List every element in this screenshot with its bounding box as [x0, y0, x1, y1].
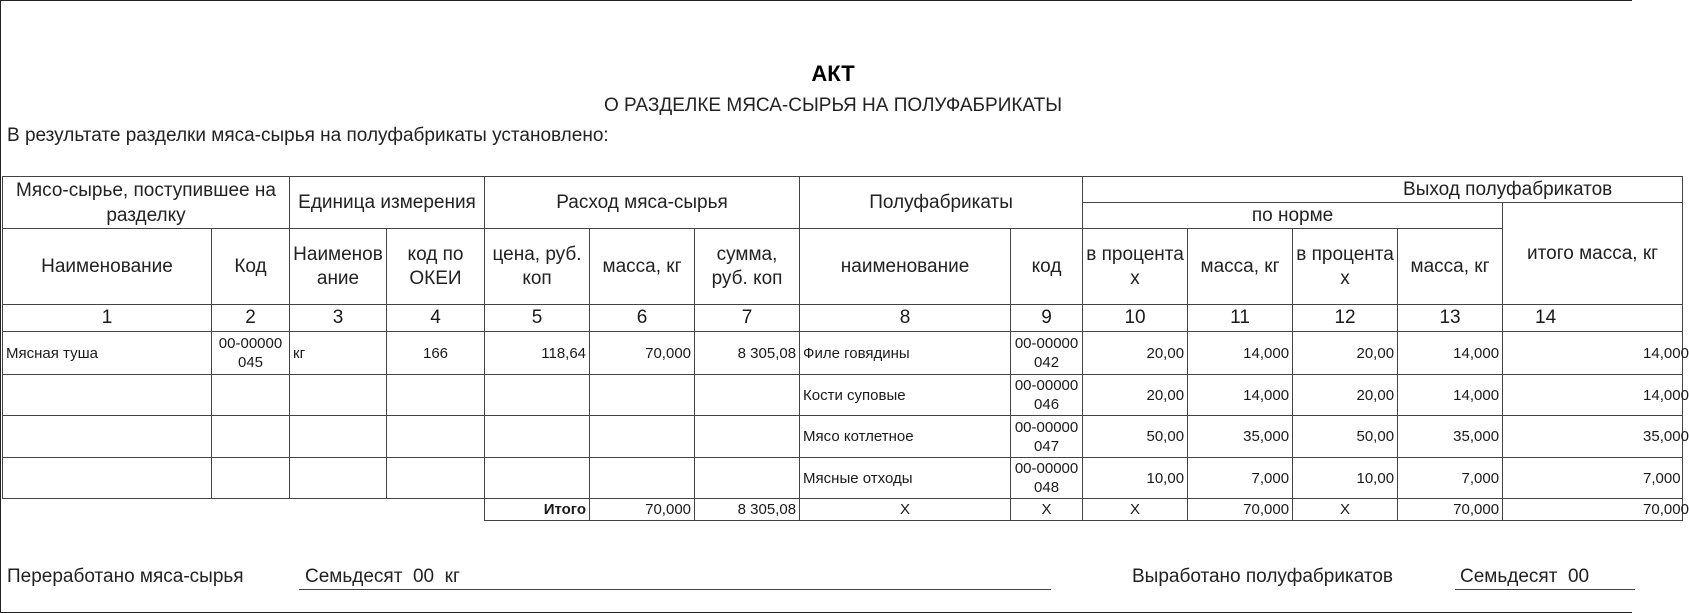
totals-label: Итого	[485, 499, 590, 521]
col-4-header: код по ОКЕИ	[387, 229, 485, 305]
col-number: 11	[1188, 305, 1293, 332]
raw-sum: 8 305,08	[695, 332, 800, 375]
group-consumption: Расход мяса-сырья	[485, 177, 800, 229]
semi-code: 00-00000046	[1011, 375, 1083, 416]
totals-x: X	[1011, 499, 1083, 521]
semi-name: Кости суповые	[800, 375, 1011, 416]
table-row	[3, 458, 1683, 499]
raw-price: 118,64	[485, 332, 590, 375]
semi-code: 00-00000048	[1011, 458, 1083, 499]
totals-x: X	[800, 499, 1011, 521]
norm-mass: 35,000	[1188, 416, 1293, 458]
totals-actual-mass: 70,000	[1398, 499, 1503, 521]
group-unit: Единица измерения	[290, 177, 485, 229]
table-row	[3, 416, 1683, 458]
totals-total-mass: 70,000	[1503, 499, 1683, 521]
header-row-3	[3, 229, 1683, 305]
norm-percent: 10,00	[1083, 458, 1188, 499]
total-mass: 7,000	[1503, 458, 1683, 499]
processed-underline	[299, 588, 1051, 590]
actual-mass: 14,000	[1398, 375, 1503, 416]
col-number: 1	[3, 305, 212, 332]
col-9-header: код	[1011, 229, 1083, 305]
total-mass: 14,000	[1503, 375, 1683, 416]
produced-value: Семьдесят 00	[1460, 566, 1590, 587]
col-6-header: масса, кг	[590, 229, 695, 305]
col-number: 12	[1293, 305, 1398, 332]
col-14-header: итого масса, кг	[1503, 203, 1683, 305]
group-output: Выход полуфабрикатов	[1083, 177, 1683, 203]
document-subtitle: О РАЗДЕЛКЕ МЯСА-СЫРЬЯ НА ПОЛУФАБРИКАТЫ	[603, 95, 1063, 116]
produced-label: Выработано полуфабрикатов	[1132, 566, 1393, 587]
unit-name: кг	[290, 332, 387, 375]
col-number: 8	[800, 305, 1011, 332]
actual-percent: 20,00	[1293, 375, 1398, 416]
group-raw: Мясо-сырье, поступившее на разделку	[3, 177, 290, 229]
col-number: 9	[1011, 305, 1083, 332]
semi-name: Мясные отходы	[800, 458, 1011, 499]
raw-mass: 70,000	[590, 332, 695, 375]
cutting-table	[2, 176, 1689, 521]
table-row	[3, 375, 1683, 416]
col-11-header: масса, кг	[1188, 229, 1293, 305]
total-mass: 35,000	[1503, 416, 1683, 458]
raw-code: 00-00000045	[212, 332, 290, 375]
col-number: 5	[485, 305, 590, 332]
intro-text: В результате разделки мяса-сырья на полуфабрикаты установлено:	[7, 125, 609, 146]
semi-code: 00-00000042	[1011, 332, 1083, 375]
semi-name: Филе говядины	[800, 332, 1011, 375]
actual-mass: 14,000	[1398, 332, 1503, 375]
col-number: 14	[1503, 305, 1683, 332]
document-title: АКТ	[811, 61, 855, 86]
totals-norm-mass: 70,000	[1188, 499, 1293, 521]
col-7-header: сумма, руб. коп	[695, 229, 800, 305]
group-semi: Полуфабрикаты	[800, 177, 1083, 229]
actual-percent: 20,00	[1293, 332, 1398, 375]
group-norm: по норме	[1083, 203, 1503, 229]
processed-label: Переработано мяса-сырья	[7, 566, 244, 587]
col-8-header: наименование	[800, 229, 1011, 305]
norm-mass: 14,000	[1188, 375, 1293, 416]
col-number: 3	[290, 305, 387, 332]
raw-name: Мясная туша	[3, 332, 212, 375]
col-10-header: в процентах	[1083, 229, 1188, 305]
table-row	[3, 332, 1683, 375]
actual-percent: 10,00	[1293, 458, 1398, 499]
actual-mass: 7,000	[1398, 458, 1503, 499]
col-number: 7	[695, 305, 800, 332]
col-number: 10	[1083, 305, 1188, 332]
norm-mass: 14,000	[1188, 332, 1293, 375]
col-5-header: цена, руб. коп	[485, 229, 590, 305]
col-number: 2	[212, 305, 290, 332]
col-number: 4	[387, 305, 485, 332]
semi-code: 00-00000047	[1011, 416, 1083, 458]
column-number-row	[3, 305, 1683, 332]
actual-percent: 50,00	[1293, 416, 1398, 458]
col-12-header: в процентах	[1293, 229, 1398, 305]
produced-underline	[1455, 588, 1635, 590]
norm-percent: 20,00	[1083, 332, 1188, 375]
actual-mass: 35,000	[1398, 416, 1503, 458]
semi-name: Мясо котлетное	[800, 416, 1011, 458]
okei-code: 166	[387, 332, 485, 375]
totals-x: X	[1293, 499, 1398, 521]
col-number: 13	[1398, 305, 1503, 332]
col-13-header: масса, кг	[1398, 229, 1503, 305]
totals-sum: 8 305,08	[695, 499, 800, 521]
norm-percent: 50,00	[1083, 416, 1188, 458]
col-1-header: Наименование	[3, 229, 212, 305]
totals-mass: 70,000	[590, 499, 695, 521]
totals-x: X	[1083, 499, 1188, 521]
col-2-header: Код	[212, 229, 290, 305]
totals-row	[3, 499, 1683, 521]
col-3-header: Наименование	[290, 229, 387, 305]
norm-percent: 20,00	[1083, 375, 1188, 416]
col-number: 6	[590, 305, 695, 332]
processed-value: Семьдесят 00 кг	[305, 566, 460, 587]
header-row-1	[3, 177, 1683, 203]
total-mass: 14,000	[1503, 332, 1683, 375]
norm-mass: 7,000	[1188, 458, 1293, 499]
